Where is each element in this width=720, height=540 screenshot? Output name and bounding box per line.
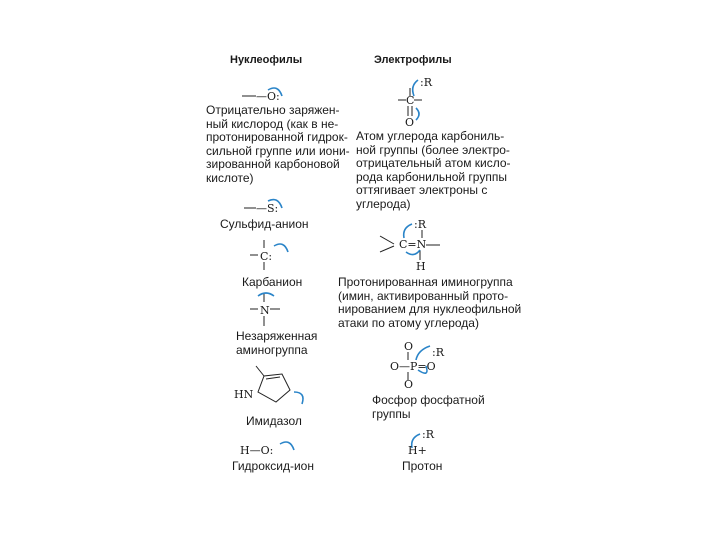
oxyanion-label: Отрицательно заряжен- ный кислород (как в не- протонированной гидрок- сильной группе или иони- зированной карбоновой кислоте) bbox=[206, 103, 350, 185]
phosphate-o-bottom: O bbox=[404, 378, 414, 391]
proton-label: Протон bbox=[402, 459, 443, 473]
imine-formula: C=N bbox=[399, 238, 427, 251]
carbanion-formula: C: bbox=[260, 250, 273, 263]
phosphate-o-top: O bbox=[404, 340, 414, 353]
imine-h: H bbox=[416, 260, 426, 273]
carbonyl-formula: C bbox=[406, 94, 415, 107]
carbonyl-r: :R bbox=[420, 76, 432, 89]
imidazole-label: Имидазол bbox=[246, 414, 302, 428]
attack-arrow bbox=[294, 392, 303, 404]
imidazole-formula: HN bbox=[234, 388, 254, 401]
amine-structure bbox=[248, 292, 294, 328]
carbonyl-label: Атом углерода карбониль- ной группы (более электро- отрицательный атом кисло- рода карбонильной группы оттягивает электроны с углерода) bbox=[356, 129, 511, 211]
hydroxide-formula: H—O: bbox=[240, 444, 274, 457]
imine-r: :R bbox=[414, 218, 426, 231]
proton-r: :R bbox=[422, 428, 434, 441]
nucleophiles-header: Нуклеофилы bbox=[230, 54, 303, 66]
sulfide-formula: —S: bbox=[256, 202, 279, 215]
carbanion-label: Карбанион bbox=[242, 275, 303, 289]
phosphate-formula: O—P=O bbox=[390, 360, 436, 373]
attack-arrow bbox=[274, 244, 288, 252]
electron-shift-arrow bbox=[416, 108, 419, 120]
nucleophile-electrophile-figure bbox=[200, 48, 530, 488]
phosphate-r: :R bbox=[432, 346, 444, 359]
carbonyl-o: O bbox=[405, 116, 415, 129]
electrophiles-header: Электрофилы bbox=[374, 54, 452, 66]
hydroxide-label: Гидроксид-ион bbox=[232, 459, 314, 473]
phosphate-label: Фосфор фосфатной группы bbox=[372, 393, 485, 421]
sulfide-label: Сульфид-анион bbox=[220, 217, 309, 231]
amine-label: Незаряженная аминогруппа bbox=[236, 329, 318, 357]
amine-formula: N bbox=[260, 304, 270, 317]
oxyanion-formula: —O: bbox=[256, 90, 280, 103]
attack-arrow bbox=[404, 224, 412, 238]
attack-arrow bbox=[280, 442, 294, 450]
imine-label: Протонированная иминогруппа (имин, активированный прото- нированием для нуклеофильной атаки по атому углерода) bbox=[338, 275, 522, 330]
attack-arrow bbox=[416, 346, 430, 360]
attack-arrow bbox=[258, 293, 274, 296]
proton-formula: H+ bbox=[408, 444, 427, 457]
